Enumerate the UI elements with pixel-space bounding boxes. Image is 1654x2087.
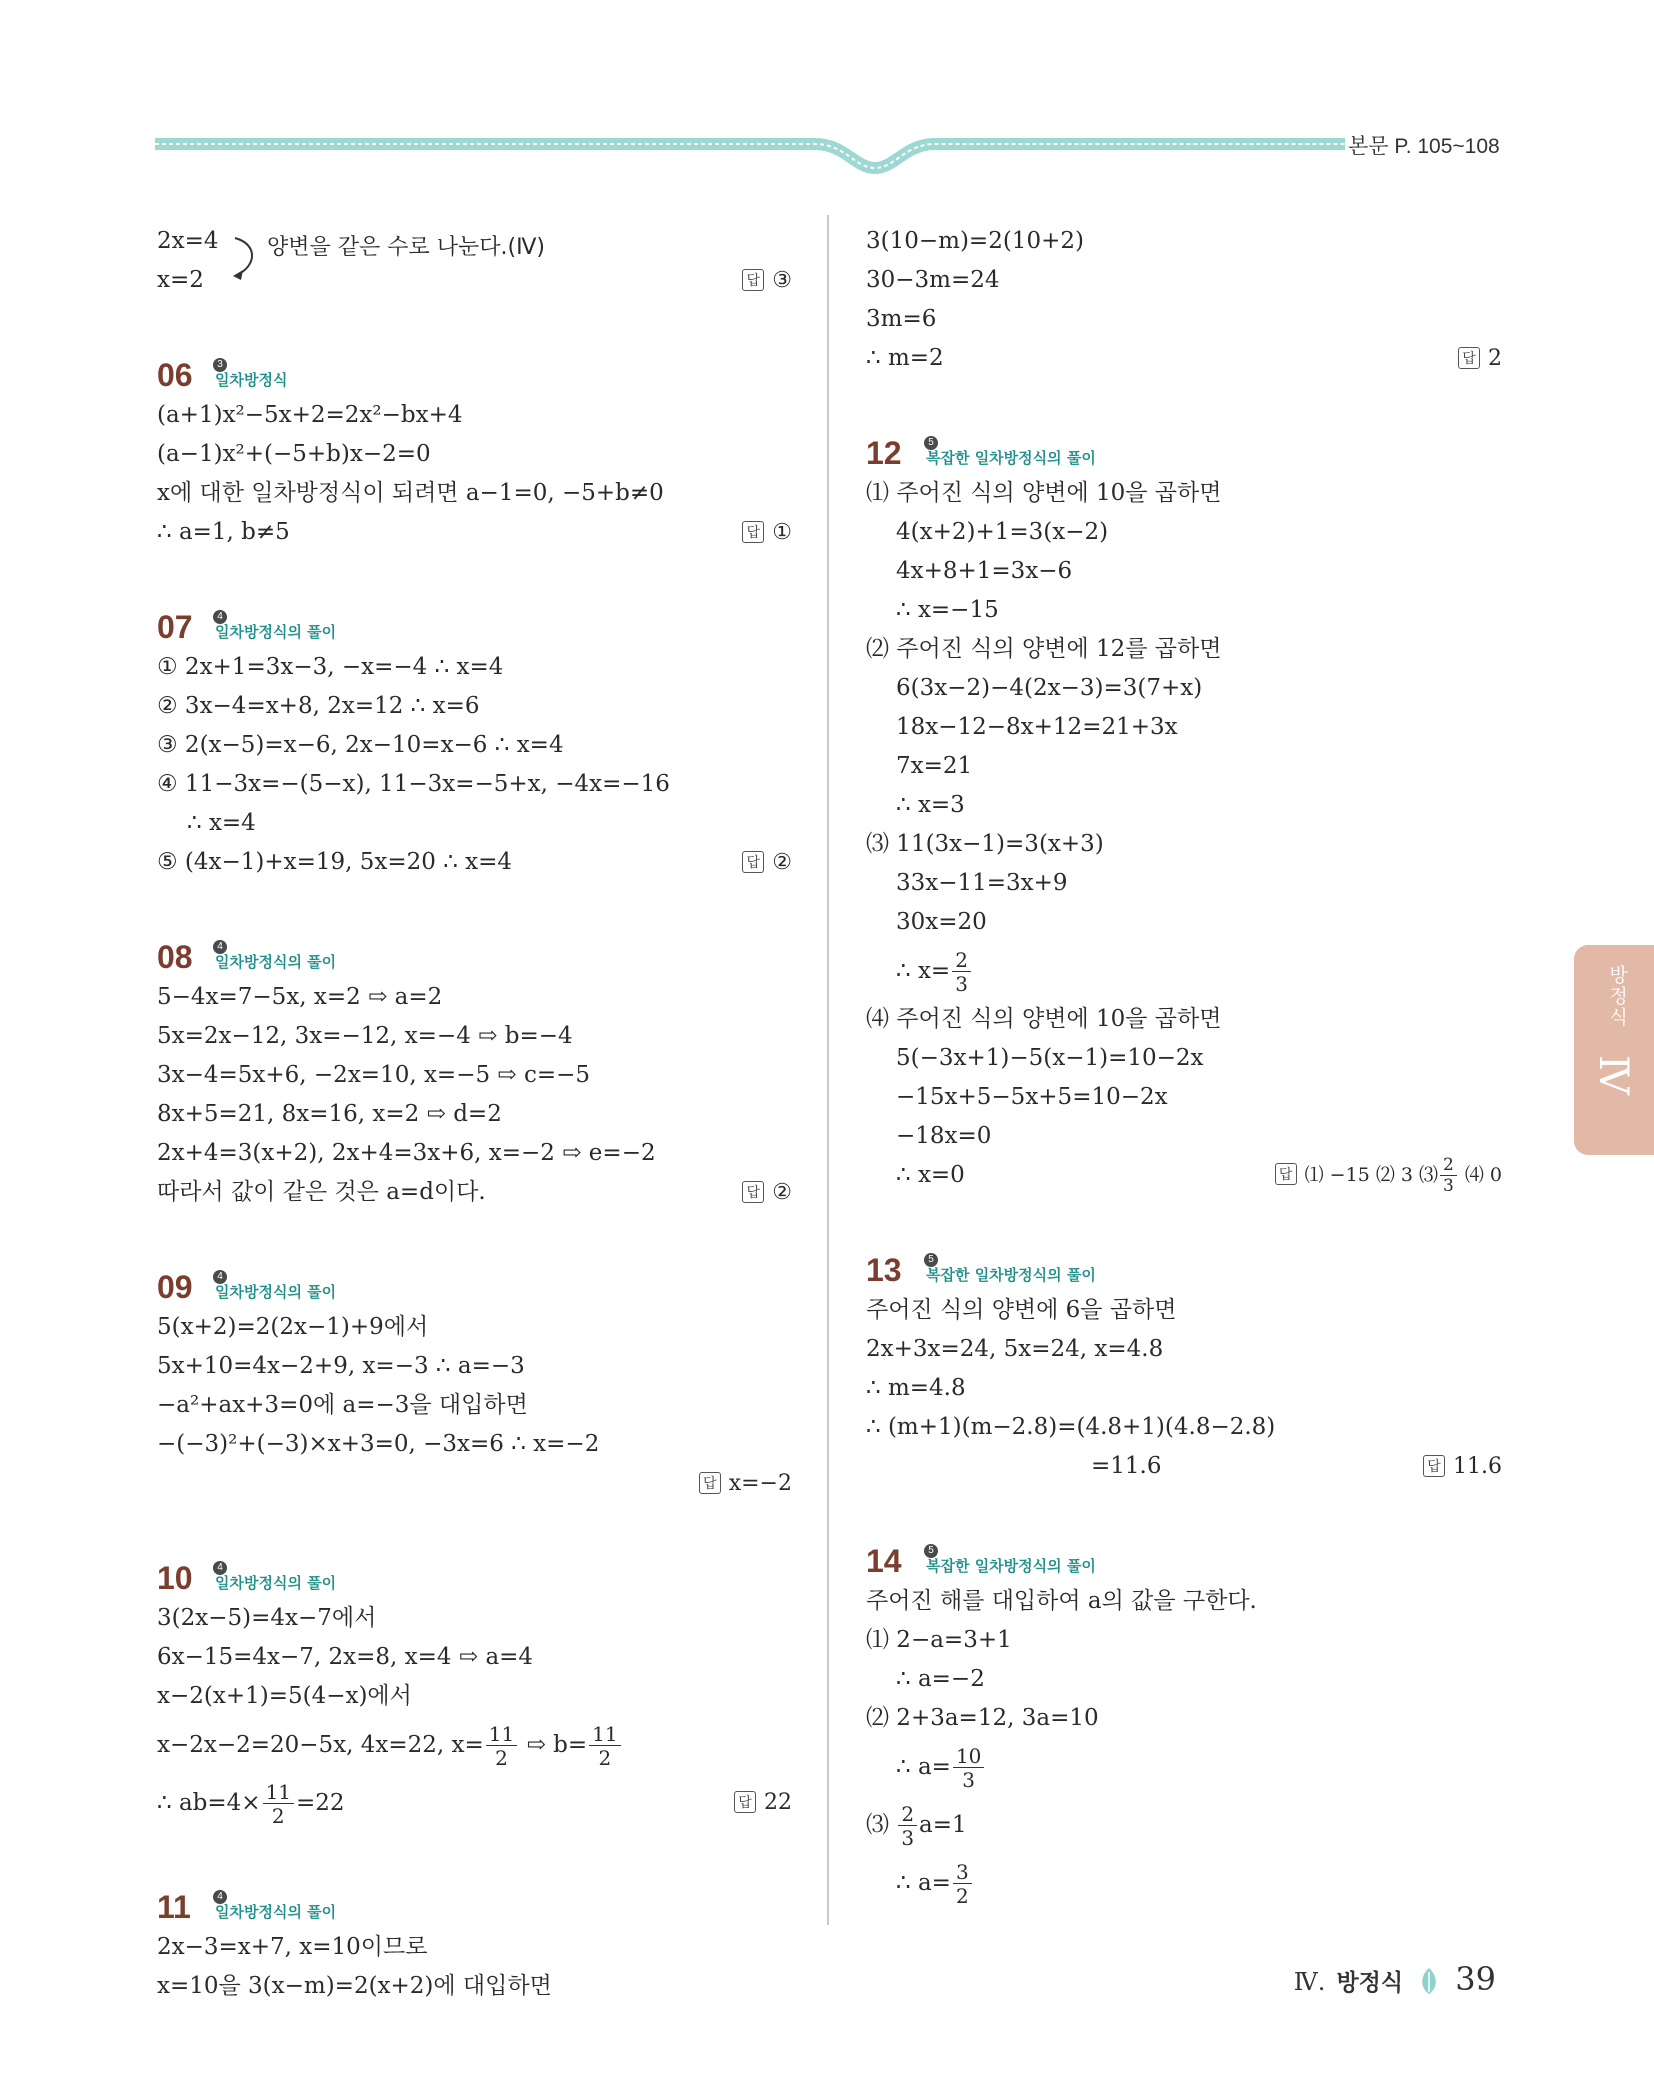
answer <box>742 1173 792 1212</box>
answer-badge: 답 <box>734 1791 756 1813</box>
answer-value: ⑷ 0 <box>1464 1164 1502 1186</box>
answer-badge: 답 <box>1275 1163 1297 1185</box>
fraction <box>952 950 971 994</box>
solution-line: 18x−12−8x+12=21+3x <box>896 714 1178 740</box>
solution-line: ⑴ 주어진 식의 양변에 10을 곱하면 <box>866 480 1222 506</box>
level-badge: 5 <box>924 436 938 450</box>
solution-line: (a−1)x²+(−5+b)x−2=0 <box>157 441 431 467</box>
page-range: 본문 P. 105~108 <box>1348 135 1500 158</box>
problem-title: 복잡한 일차방정식의 풀이 <box>926 449 1096 467</box>
answer <box>742 843 792 882</box>
side-tab-roman: Ⅳ <box>1590 1055 1636 1095</box>
spacer <box>866 378 1502 418</box>
footer-chapter: Ⅳ. <box>1293 1968 1326 1996</box>
chapter-side-tab <box>1574 945 1654 1155</box>
solution-text: 따라서 값이 같은 것은 a=d이다. <box>157 1179 486 1205</box>
answer-badge: 답 <box>742 269 764 291</box>
problem-title: 일차방정식의 풀이 <box>215 1903 337 1921</box>
solution-line <box>866 942 1502 1000</box>
answer-value: ③ <box>772 268 792 293</box>
solution-line: 주어진 해를 대입하여 a의 값을 구한다. <box>866 1588 1257 1614</box>
solution-text: ∴ a=1, b≠5 <box>157 519 290 545</box>
fraction-denominator: 3 <box>1442 1176 1454 1196</box>
solution-line: ∴ x=3 <box>896 792 965 818</box>
solution-line: 5−4x=7−5x, x=2 ⇨ a=2 <box>157 984 443 1010</box>
solution-line: 5x+10=4x−2+9, x=−3 ∴ a=−3 <box>157 1353 525 1379</box>
spacer <box>157 1832 792 1872</box>
header-wave-band <box>155 128 1345 188</box>
fraction-numerator: 10 <box>953 1746 984 1768</box>
fraction <box>898 1804 917 1848</box>
problem-08-header <box>157 926 792 978</box>
solution-text: ⑶ <box>866 1812 889 1838</box>
fraction <box>1440 1157 1457 1195</box>
answer <box>1275 1156 1502 1195</box>
fraction-denominator: 2 <box>495 1746 508 1770</box>
p05-tail <box>157 222 792 300</box>
solution-line: ③ 2(x−5)=x−6, 2x−10=x−6 ∴ x=4 <box>157 732 564 758</box>
solution-line: 5x=2x−12, 3x=−12, x=−4 ⇨ b=−4 <box>157 1023 573 1049</box>
answer-value: x=−2 <box>728 1471 792 1496</box>
solution-line: 주어진 식의 양변에 6을 곱하면 <box>866 1297 1177 1323</box>
fraction-denominator: 3 <box>901 1826 915 1850</box>
right-column <box>866 222 1502 1912</box>
solution-text: =11.6 <box>1091 1453 1162 1479</box>
answer-value: ② <box>772 850 792 875</box>
problem-number: 10 <box>157 1560 193 1596</box>
spacer <box>157 1212 792 1252</box>
column-divider <box>827 215 829 1925</box>
answer <box>742 261 792 300</box>
solution-line <box>157 1716 792 1774</box>
solution-line: ∴ x=−15 <box>896 597 999 623</box>
problem-title: 일차방정식의 풀이 <box>215 1574 337 1592</box>
solution-line: −a²+ax+3=0에 a=−3을 대입하면 <box>157 1392 528 1418</box>
answer-value: 2 <box>1488 346 1502 371</box>
solution-line: 2x−3=x+7, x=10이므로 <box>157 1934 428 1960</box>
solution-line <box>157 1173 792 1212</box>
solution-line: ⑷ 주어진 식의 양변에 10을 곱하면 <box>866 1006 1222 1032</box>
solution-line: ④ 11−3x=−(5−x), 11−3x=−5+x, −4x=−16 <box>157 771 670 797</box>
solution-text: ∴ a= <box>896 1870 951 1896</box>
solution-line <box>157 1774 792 1832</box>
level-badge: 4 <box>213 940 227 954</box>
solution-line: 5(x+2)=2(2x−1)+9에서 <box>157 1314 429 1340</box>
solution-line: ∴ (m+1)(m−2.8)=(4.8+1)(4.8−2.8) <box>866 1414 1276 1440</box>
problem-number: 06 <box>157 357 193 393</box>
problem-13-header <box>866 1239 1502 1291</box>
problem-11-header <box>157 1876 792 1928</box>
solution-line: 3(2x−5)=4x−7에서 <box>157 1605 377 1631</box>
solution-line: 5(−3x+1)−5(x−1)=10−2x <box>896 1045 1204 1071</box>
level-badge: 4 <box>213 1890 227 1904</box>
answer-value: 22 <box>764 1790 792 1815</box>
solution-text: a=1 <box>919 1812 967 1838</box>
solution-line <box>866 1447 1502 1486</box>
solution-line: 7x=21 <box>896 753 973 779</box>
problem-number: 08 <box>157 939 193 975</box>
fraction-denominator: 2 <box>271 1804 285 1828</box>
solution-line: 30x=20 <box>896 909 987 935</box>
problem-number: 07 <box>157 609 193 645</box>
problem-number: 11 <box>157 1889 191 1925</box>
answer-value: 11.6 <box>1453 1454 1502 1479</box>
fraction-numerator: 2 <box>898 1804 917 1826</box>
fraction-numerator: 2 <box>952 950 971 972</box>
fraction <box>953 1862 972 1906</box>
solution-text: ⇨ b= <box>526 1732 588 1758</box>
solution-line: ∴ m=4.8 <box>866 1375 966 1401</box>
solution-line: 2x=4 <box>157 228 219 254</box>
problem-06-header <box>157 344 792 396</box>
solution-line: ∴ a=−2 <box>896 1666 985 1692</box>
problem-09-header <box>157 1256 792 1308</box>
solution-line: x−2(x+1)=5(4−x)에서 <box>157 1683 412 1709</box>
answer <box>1423 1447 1502 1486</box>
solution-line: 30−3m=24 <box>866 267 1000 293</box>
arrow-note-text: 양변을 같은 수로 나눈다.(Ⅳ) <box>267 235 545 260</box>
solution-line: 6x−15=4x−7, 2x=8, x=4 ⇨ a=4 <box>157 1644 534 1670</box>
solution-text: ∴ x= <box>896 958 951 984</box>
problem-title: 일차방정식의 풀이 <box>215 953 337 971</box>
solution-line: ② 3x−4=x+8, 2x=12 ∴ x=6 <box>157 693 480 719</box>
answer-value: ② <box>772 1180 792 1205</box>
problem-07-header <box>157 596 792 648</box>
answer-badge: 답 <box>699 1472 721 1494</box>
answer-value: ① <box>772 520 792 545</box>
solution-line: −18x=0 <box>896 1123 992 1149</box>
curved-arrow-icon <box>227 230 267 290</box>
level-badge: 4 <box>213 1270 227 1284</box>
fraction <box>263 1782 294 1826</box>
answer <box>742 513 792 552</box>
problem-14-header <box>866 1530 1502 1582</box>
solution-line <box>866 1796 1502 1854</box>
answer-value: ⑴ −15 ⑵ 3 ⑶ <box>1304 1164 1438 1186</box>
solution-line: 2x+4=3(x+2), 2x+4=3x+6, x=−2 ⇨ e=−2 <box>157 1140 656 1166</box>
level-badge: 5 <box>924 1253 938 1267</box>
answer-badge: 답 <box>742 851 764 873</box>
problem-title: 일차방정식 <box>215 371 288 389</box>
solution-line <box>157 843 792 882</box>
fraction <box>953 1746 984 1790</box>
page-footer <box>1294 1960 1496 2010</box>
solution-line: ∴ x=4 <box>187 810 256 836</box>
solution-line: −(−3)²+(−3)×x+3=0, −3x=6 ∴ x=−2 <box>157 1431 600 1457</box>
spacer <box>866 1486 1502 1526</box>
problem-title: 복잡한 일차방정식의 풀이 <box>926 1266 1096 1284</box>
problem-12-header <box>866 422 1502 474</box>
solution-line: ⑴ 2−a=3+1 <box>866 1627 1012 1653</box>
fraction <box>486 1724 517 1768</box>
page-number: 39 <box>1455 1960 1496 1998</box>
fraction-numerator: 11 <box>589 1724 620 1746</box>
footer-title: 방정식 <box>1336 1970 1404 1996</box>
solution-line <box>866 1738 1502 1796</box>
solution-text: ⑤ (4x−1)+x=19, 5x=20 ∴ x=4 <box>157 849 513 875</box>
solution-line <box>157 1464 792 1503</box>
solution-line: 4(x+2)+1=3(x−2) <box>896 519 1109 545</box>
solution-line: 3(10−m)=2(10+2) <box>866 228 1084 254</box>
solution-text: x−2x−2=20−5x, 4x=22, x= <box>157 1732 484 1758</box>
solution-line: ⑵ 주어진 식의 양변에 12를 곱하면 <box>866 636 1222 662</box>
fraction-numerator: 11 <box>486 1724 517 1746</box>
leaf-icon <box>1418 1966 1440 1996</box>
spacer <box>157 1503 792 1543</box>
solution-line: (a+1)x²−5x+2=2x²−bx+4 <box>157 402 463 428</box>
fraction-denominator: 3 <box>955 972 968 996</box>
level-badge: 5 <box>924 1544 938 1558</box>
solution-line <box>866 339 1502 378</box>
solution-text: ∴ a= <box>896 1754 951 1780</box>
solution-line: 3m=6 <box>866 306 937 332</box>
solution-line: ① 2x+1=3x−3, −x=−4 ∴ x=4 <box>157 654 504 680</box>
spacer <box>866 1195 1502 1235</box>
spacer <box>157 882 792 922</box>
solution-text: ∴ ab=4× <box>157 1790 261 1816</box>
problem-title: 일차방정식의 풀이 <box>215 1283 337 1301</box>
fraction-denominator: 2 <box>955 1884 969 1908</box>
problem-10-header <box>157 1547 792 1599</box>
solution-line: 8x+5=21, 8x=16, x=2 ⇨ d=2 <box>157 1101 502 1127</box>
level-badge: 3 <box>213 358 227 372</box>
fraction-denominator: 3 <box>962 1768 976 1792</box>
left-column <box>157 222 792 2006</box>
solution-text: ∴ m=2 <box>866 345 944 371</box>
solution-line <box>157 513 792 552</box>
solution-line: 33x−11=3x+9 <box>896 870 1068 896</box>
fraction-numerator: 2 <box>1440 1157 1457 1176</box>
problem-number: 12 <box>866 435 902 471</box>
solution-line <box>866 1156 1502 1195</box>
answer-badge: 답 <box>1423 1455 1445 1477</box>
solution-line: x에 대한 일차방정식이 되려면 a−1=0, −5+b≠0 <box>157 480 664 506</box>
problem-number: 09 <box>157 1269 193 1305</box>
solution-text: ∴ x=0 <box>896 1162 965 1188</box>
solution-line: x=10을 3(x−m)=2(x+2)에 대입하면 <box>157 1973 552 1999</box>
answer-badge: 답 <box>742 1181 764 1203</box>
solution-line <box>866 1854 1502 1912</box>
solution-line: ⑶ 11(3x−1)=3(x+3) <box>866 831 1104 857</box>
solution-line: −15x+5−5x+5=10−2x <box>896 1084 1168 1110</box>
fraction-denominator: 2 <box>598 1746 612 1770</box>
problem-title: 복잡한 일차방정식의 풀이 <box>926 1557 1096 1575</box>
fraction-numerator: 3 <box>953 1862 972 1884</box>
answer <box>1458 339 1502 378</box>
answer-badge: 답 <box>1458 347 1480 369</box>
solution-line: 4x+8+1=3x−6 <box>896 558 1073 584</box>
level-badge: 4 <box>213 1561 227 1575</box>
side-tab-label: 방정식 <box>1606 965 1628 1028</box>
answer <box>699 1464 792 1503</box>
fraction <box>589 1724 620 1768</box>
solution-line: 6(3x−2)−4(2x−3)=3(7+x) <box>896 675 1203 701</box>
level-badge: 4 <box>213 610 227 624</box>
spacer <box>157 300 792 340</box>
fraction-numerator: 11 <box>263 1782 294 1804</box>
solution-line: 3x−4=5x+6, −2x=10, x=−5 ⇨ c=−5 <box>157 1062 591 1088</box>
answer-badge: 답 <box>742 521 764 543</box>
solution-line: 2x+3x=24, 5x=24, x=4.8 <box>866 1336 1164 1362</box>
answer <box>734 1774 792 1832</box>
solution-line: ⑵ 2+3a=12, 3a=10 <box>866 1705 1099 1731</box>
problem-number: 13 <box>866 1252 902 1288</box>
problem-number: 14 <box>866 1543 902 1579</box>
spacer <box>157 552 792 592</box>
problem-title: 일차방정식의 풀이 <box>215 623 337 641</box>
solution-text: x=2 <box>157 267 204 293</box>
solution-text: =22 <box>296 1790 345 1816</box>
